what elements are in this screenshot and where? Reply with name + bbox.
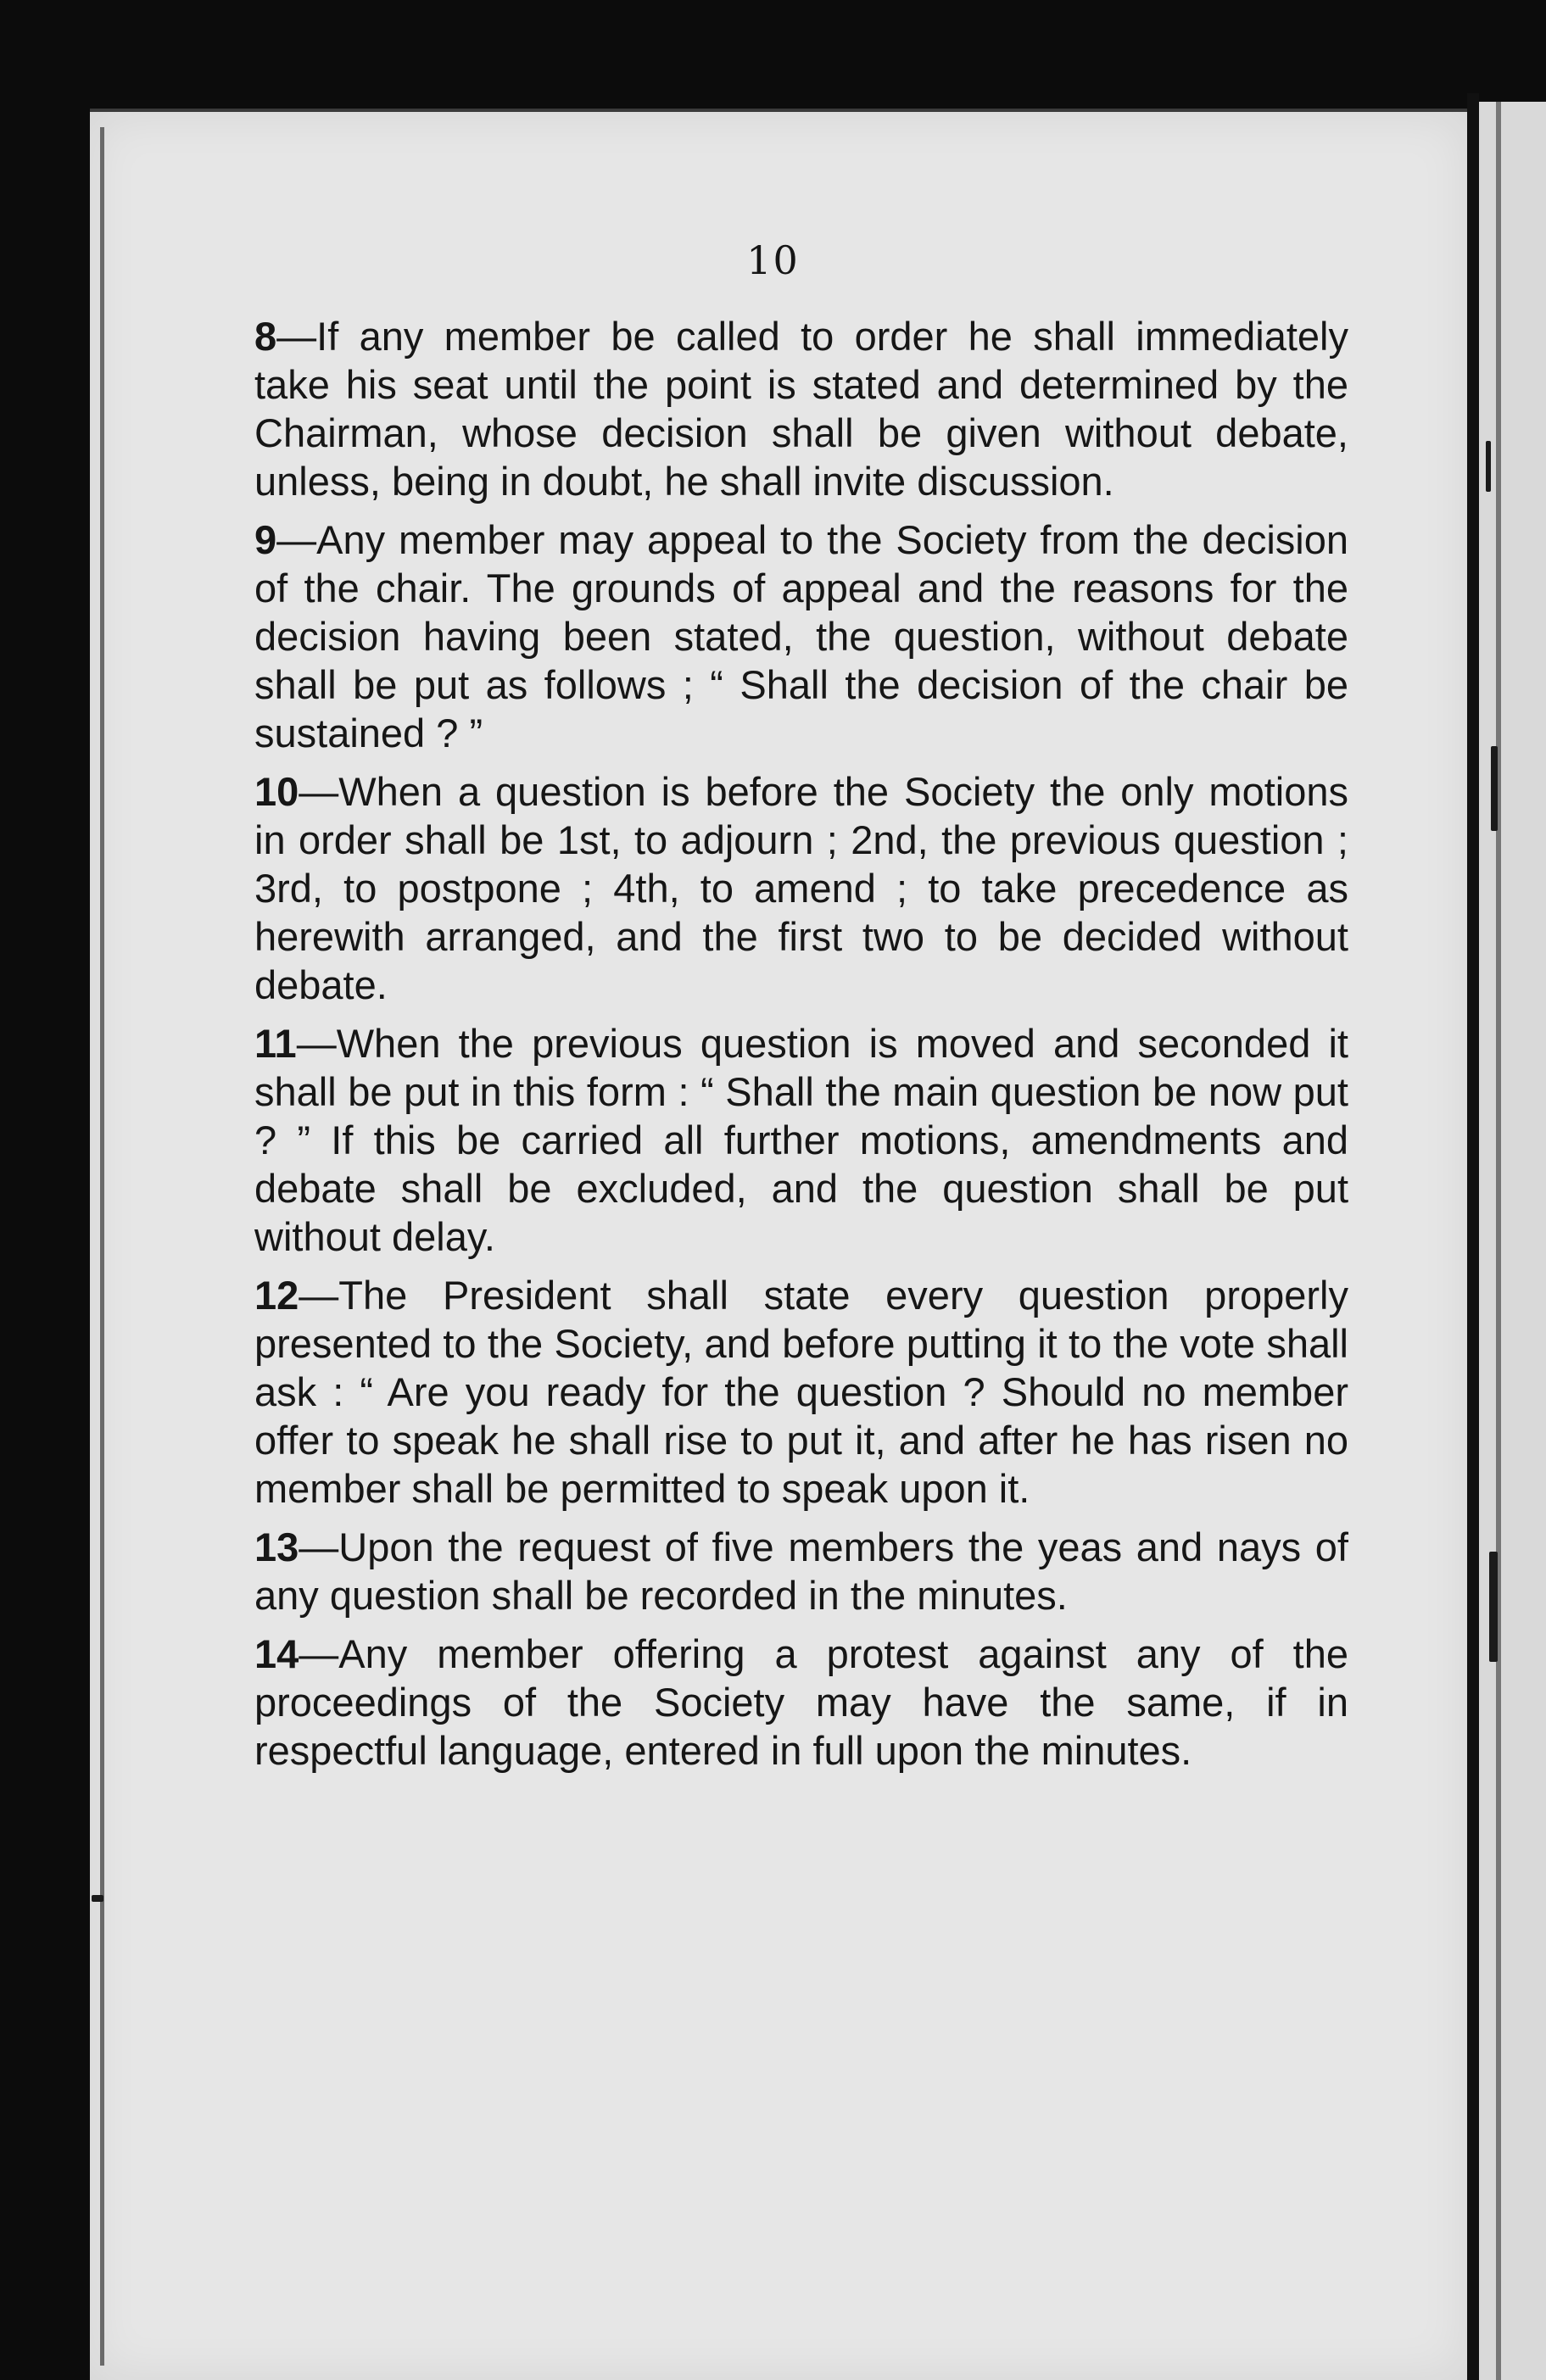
rule-12	[254, 1271, 1348, 1513]
book-gutter	[1467, 93, 1479, 2380]
rule-number: 10	[254, 769, 299, 814]
rules-text	[254, 312, 1348, 1785]
rule-number: 13	[254, 1524, 299, 1569]
rule-text: —The President shall state every question properly presented to the Society, and before putting it to the vote shall ask : “ Are you ready for the question ? Should no member offer to speak he shall rise to put it, and after he has risen no member shall be permitted to speak upon it.	[254, 1273, 1348, 1511]
rule-9	[254, 516, 1348, 757]
page-number: 10	[746, 237, 800, 283]
rule-13	[254, 1523, 1348, 1619]
rule-text: —If any member be called to order he shall immediately take his seat until the point is stated and determined by the Chairman, whose decision shall be given without debate, unless, being in doubt, he shall invite discussion.	[254, 314, 1348, 504]
scan-blemish	[1489, 1552, 1498, 1662]
scan-blemish	[92, 1895, 103, 1902]
rule-text: —Any member may appeal to the Society from the decision of the chair. The grounds of appeal and the reasons for the decision having been stated, the question, without debate shall be put as follows ; “ Shall the decision of the chair be sustained ? ”	[254, 517, 1348, 755]
rule-11	[254, 1019, 1348, 1261]
rule-number: 12	[254, 1273, 299, 1318]
scan-blemish	[1486, 441, 1491, 492]
rule-10	[254, 767, 1348, 1009]
rule-number: 8	[254, 314, 277, 359]
facing-page-shadow	[1496, 102, 1501, 2380]
rule-number: 11	[254, 1021, 297, 1066]
rule-8	[254, 312, 1348, 505]
rule-text: —Upon the request of five members the yeas and nays of any question shall be recorded in the minutes.	[254, 1524, 1348, 1618]
rule-text: —When a question is before the Society the only motions in order shall be 1st, to adjourn ; 2nd, the previous question ; 3rd, to postpone ; 4th, to amend ; to take precedence as herewith arranged, and the first two to be decided without debate.	[254, 769, 1348, 1007]
scan-blemish	[1491, 746, 1498, 831]
rule-text: —When the previous question is moved and seconded it shall be put in this form : “ Shall the main question be now put ? ” If this be carried all further motions, amendments and debate shall be excluded, and the question shall be put without delay.	[254, 1021, 1348, 1259]
rule-text: —Any member offering a protest against any of the proceedings of the Society may have the same, if in respectful language, entered in full upon the minutes.	[254, 1631, 1348, 1773]
page-left-edge	[100, 127, 104, 2366]
rule-14	[254, 1630, 1348, 1775]
rule-number: 9	[254, 517, 277, 562]
rule-number: 14	[254, 1631, 299, 1676]
